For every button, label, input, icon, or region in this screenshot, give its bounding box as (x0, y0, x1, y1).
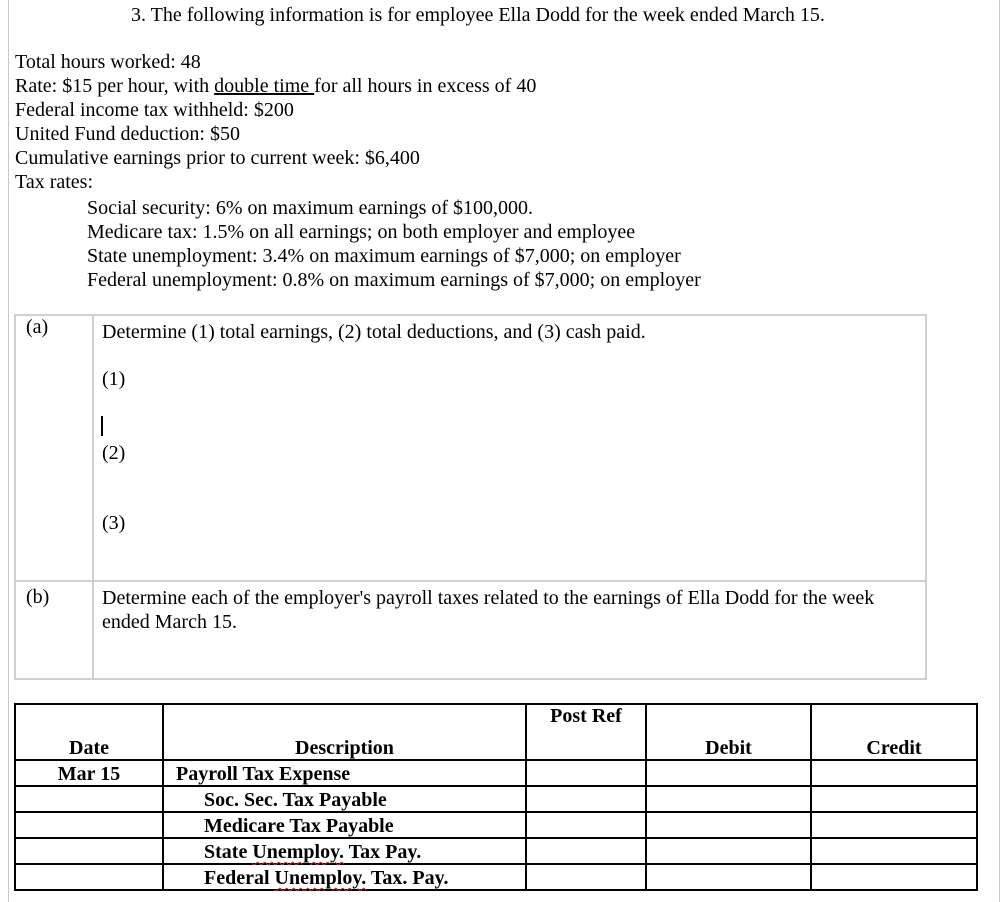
federal-income-tax: Federal income tax withheld: $200 (15, 99, 294, 121)
journal-entry-table (14, 703, 978, 891)
part-b-box (14, 580, 927, 680)
rate-federal-unemployment: Federal unemployment: 0.8% on maximum earnings of $7,000; on employer (87, 269, 701, 291)
part-a-letter: (a) (26, 316, 49, 338)
row-description[interactable] (163, 838, 526, 864)
rate-social-security: Social security: 6% on maximum earnings of $100,000. (87, 197, 534, 219)
problem-heading: 3. The following information is for employee Ella Dodd for the week ended March 15. (131, 4, 825, 26)
part-b-divider (92, 582, 94, 678)
row-debit[interactable] (646, 760, 811, 786)
journal-header-row (15, 704, 977, 760)
row-date[interactable] (15, 786, 163, 812)
row-credit[interactable] (811, 838, 977, 864)
part-a-question: Determine (1) total earnings, (2) total deductions, and (3) cash paid. (102, 321, 646, 343)
part-b-question: Determine each of the employer's payroll taxes related to the earnings of Ella Dodd for the week ended March 15. (102, 587, 875, 633)
row-post-ref[interactable] (526, 812, 646, 838)
desc-text: Federal (204, 867, 275, 889)
pay-rate-text-end: for all hours in excess of 40 (314, 75, 537, 97)
header-date: Date (15, 704, 163, 760)
journal-row (15, 838, 977, 864)
row-credit[interactable] (811, 864, 977, 890)
header-post-ref: Post Ref (526, 704, 646, 760)
part-a-answer-3[interactable]: (3) (102, 512, 126, 534)
journal-row (15, 864, 977, 890)
row-post-ref[interactable] (526, 864, 646, 890)
journal-row (15, 760, 977, 786)
hours-worked: Total hours worked: 48 (15, 51, 201, 73)
header-credit: Credit (811, 704, 977, 760)
header-description: Description (163, 704, 526, 760)
row-description[interactable] (163, 864, 526, 890)
rate-medicare: Medicare tax: 1.5% on all earnings; on both employer and employee (87, 221, 636, 243)
spellcheck-word: Unemploy. (274, 867, 367, 889)
row-description[interactable]: Payroll Tax Expense (163, 760, 526, 786)
row-debit[interactable] (646, 812, 811, 838)
part-a-divider (92, 316, 94, 580)
pay-rate (15, 74, 536, 98)
cumulative-earnings: Cumulative earnings prior to current week: $6,400 (15, 147, 420, 169)
row-description[interactable]: Medicare Tax Payable (163, 812, 526, 838)
employee-info (15, 50, 536, 194)
tax-rates-label: Tax rates: (15, 171, 94, 193)
row-date[interactable] (15, 838, 163, 864)
desc-text-end: Tax. Pay. (366, 867, 449, 889)
desc-text: State (204, 841, 253, 863)
row-post-ref[interactable] (526, 838, 646, 864)
pay-rate-text: Rate: $15 per hour, with (15, 75, 215, 97)
tax-rates-list (87, 196, 701, 292)
row-date[interactable] (15, 864, 163, 890)
part-b-letter: (b) (26, 586, 50, 608)
row-date[interactable]: Mar 15 (15, 760, 163, 786)
row-post-ref[interactable] (526, 786, 646, 812)
part-a-answer-2[interactable]: (2) (102, 442, 126, 464)
rate-state-unemployment: State unemployment: 3.4% on maximum earnings of $7,000; on employer (87, 245, 681, 267)
row-debit[interactable] (646, 864, 811, 890)
double-time-text: double time (214, 75, 315, 97)
row-credit[interactable] (811, 812, 977, 838)
row-description[interactable]: Soc. Sec. Tax Payable (163, 786, 526, 812)
united-fund: United Fund deduction: $50 (15, 123, 240, 145)
part-a-box (14, 314, 927, 582)
row-credit[interactable] (811, 760, 977, 786)
row-post-ref[interactable] (526, 760, 646, 786)
spellcheck-word: Unemploy. (252, 841, 345, 863)
header-debit: Debit (646, 704, 811, 760)
row-debit[interactable] (646, 838, 811, 864)
desc-text-end: Tax Pay. (344, 841, 422, 863)
text-cursor (101, 416, 103, 436)
journal-row (15, 786, 977, 812)
row-date[interactable] (15, 812, 163, 838)
part-a-answer-1[interactable]: (1) (102, 368, 126, 390)
row-credit[interactable] (811, 786, 977, 812)
journal-row (15, 812, 977, 838)
row-debit[interactable] (646, 786, 811, 812)
